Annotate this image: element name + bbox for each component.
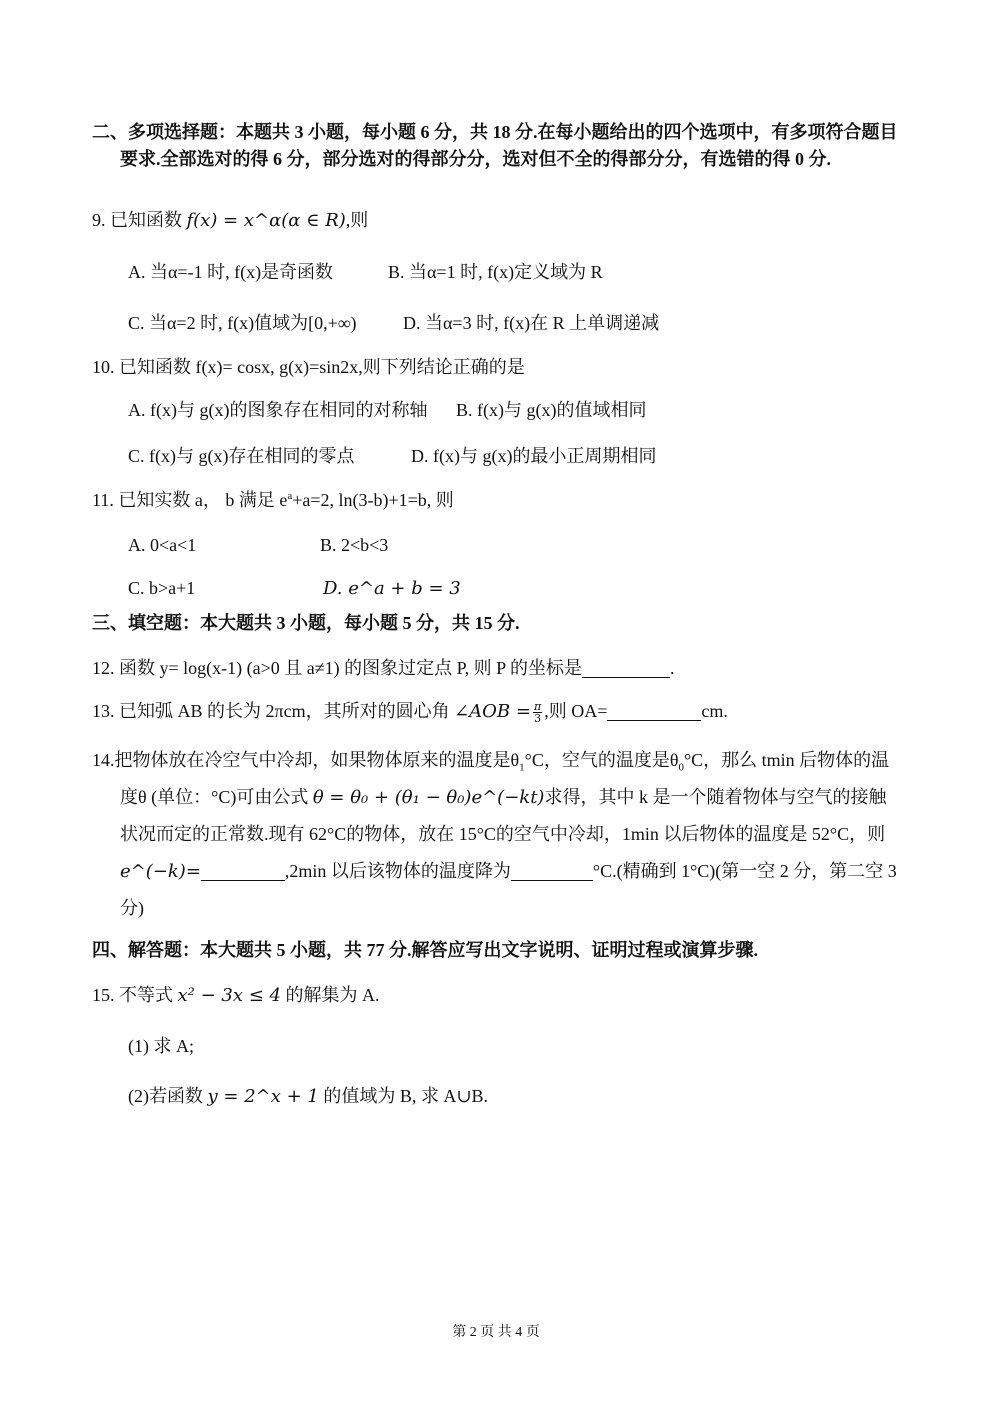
q10-option-b: B. f(x)与 g(x)的值域相同	[456, 400, 647, 420]
q14-part1: 14.把物体放在冷空气中冷却，如果物体原来的温度是θ	[92, 750, 520, 770]
q12-answer-blank[interactable]	[582, 659, 670, 678]
question-11-stem	[92, 487, 904, 514]
q13-fraction	[533, 701, 542, 724]
q10-option-d: D. f(x)与 g(x)的最小正周期相同	[411, 446, 657, 466]
question-14	[92, 742, 904, 927]
q9-option-a: A. 当α=-1 时, f(x)是奇函数	[128, 262, 334, 282]
question-13	[92, 698, 904, 725]
q9-option-d: D. 当α=3 时, f(x)在 R 上单调递减	[403, 313, 660, 333]
q9-formula: f(x) = x^α(α ∈ R)	[186, 210, 346, 231]
q15-part-1: (1) 求 A;	[128, 1036, 194, 1056]
q11-option-a: A. 0<a<1	[128, 535, 197, 555]
q9-option-b: B. 当α=1 时, f(x)定义域为 R	[388, 262, 603, 282]
q14-answer-blank-1[interactable]	[201, 862, 285, 881]
q14-part6: °C.(精确到 1°C)(第一空 2 分，第二空 3 分)	[120, 861, 897, 918]
q9-stem-suffix: ,则	[345, 210, 369, 230]
section-2-heading	[92, 119, 904, 173]
q14-answer-blank-2[interactable]	[511, 862, 593, 881]
q11-option-c: C. b>a+1	[128, 578, 196, 598]
q13-unit: cm.	[701, 701, 728, 721]
q15-part-2	[128, 1083, 488, 1110]
q13-answer-blank[interactable]	[607, 702, 701, 721]
question-9-stem	[92, 207, 904, 234]
section-2-heading-text: 二、多项选择题：本题共 3 小题，每小题 6 分，共 18 分.在每小题给出的四个选项中，有多项符合题目要求.全部选对的得 6 分，部分选对的得部分分，选对但不全的得部分分，有选错的得 0 分.	[92, 122, 898, 169]
q11-exponent: a	[287, 490, 293, 502]
q14-part2: °C，空气的温度是θ	[524, 750, 679, 770]
q14-part3: °C，那么 tmin 后物体的温度θ (单位：°C)可由公式	[120, 750, 890, 807]
q13-frac-denominator: 3	[534, 712, 542, 726]
q15-part2-formula: y = 2^x + 1	[207, 1086, 319, 1107]
q11-stem-prefix: 11. 已知实数 a， b 满足 e	[92, 490, 288, 510]
q9-stem-prefix: 9. 已知函数	[92, 210, 187, 230]
q13-prefix: 13. 已知弧 AB 的长为 2πcm，其所对的圆心角	[92, 701, 455, 721]
q15-inequality: x² − 3x ≤ 4	[177, 985, 281, 1006]
q9-option-c: C. 当α=2 时, f(x)值域为[0,+∞)	[128, 313, 357, 333]
q14-sub1: 1	[519, 761, 525, 774]
q14-sub0: 0	[678, 761, 684, 774]
q15-prefix: 15. 不等式	[92, 985, 178, 1005]
page-footer: 第 2 页 共 4 页	[452, 1325, 540, 1340]
q14-text	[92, 742, 904, 927]
q13-angle: ∠AOB =	[454, 701, 531, 722]
q14-part5: ,2min 以后该物体的温度降为	[284, 861, 511, 881]
q13-middle: ,则 OA=	[544, 701, 608, 721]
q10-option-c: C. f(x)与 g(x)存在相同的零点	[128, 446, 355, 466]
question-10-stem: 10. 已知函数 f(x)= cosx, g(x)=sin2x,则下列结论正确的是	[92, 357, 525, 377]
question-15	[92, 982, 904, 1009]
q14-part4: 求得，其中 k 是一个随着物体与空气的接触状况而定的正常数.现有 62°C的物体，放在 15°C的空气中冷却，1min 以后物体的温度是 52°C，则	[120, 787, 887, 844]
section-3-heading: 三、填空题：本大题共 3 小题，每小题 5 分，共 15 分.	[92, 613, 520, 633]
q12-end: .	[670, 658, 675, 678]
q10-option-a: A. f(x)与 g(x)的图象存在相同的对称轴	[128, 400, 428, 420]
q11-stem-suffix: +a=2, ln(3-b)+1=b, 则	[292, 490, 454, 510]
q13-frac-numerator: π	[533, 700, 542, 714]
q15-part2-suffix: 的值域为 B, 求 A∪B.	[318, 1086, 488, 1106]
q14-formula: θ = θ₀ + (θ₁ − θ₀)e^(−kt)	[312, 787, 545, 808]
q14-ek: e^(−k)=	[120, 861, 201, 882]
q11-option-b: B. 2<b<3	[320, 535, 389, 555]
q11-option-d: D. e^a + b = 3	[323, 578, 461, 599]
question-12	[92, 655, 904, 682]
q12-text: 12. 函数 y= log(x-1) (a>0 且 a≠1) 的图象过定点 P, 则 P 的坐标是	[92, 658, 582, 678]
q15-part2-prefix: (2)若函数	[128, 1086, 208, 1106]
q15-suffix: 的解集为 A.	[280, 985, 380, 1005]
section-4-heading: 四、解答题：本大题共 5 小题，共 77 分.解答应写出文字说明、证明过程或演算步骤.	[92, 940, 758, 960]
